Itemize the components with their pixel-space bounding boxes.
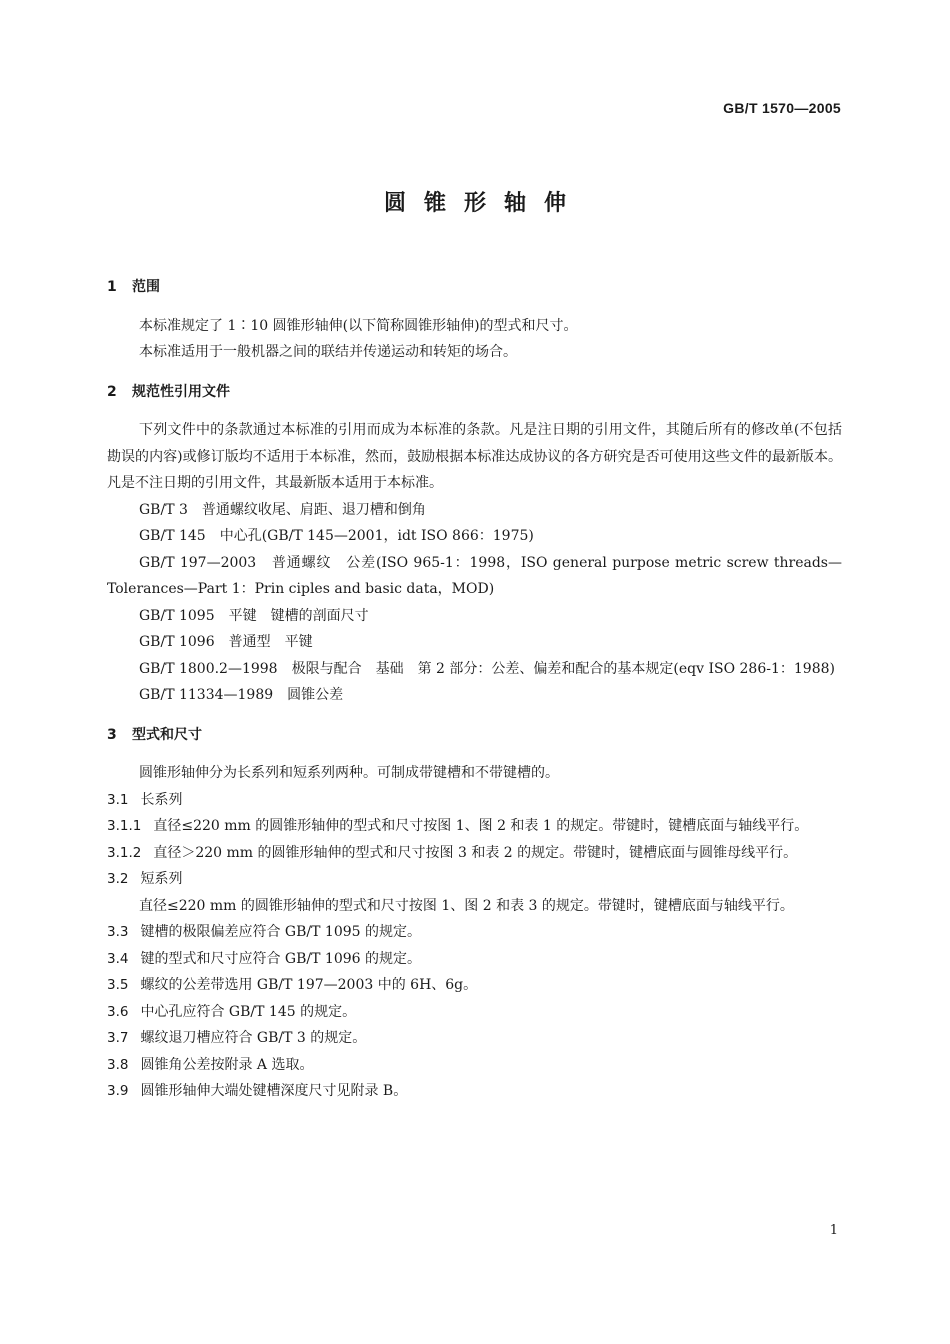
clause-text: 圆锥形轴伸大端处键槽深度尺寸见附录 B。 <box>140 1083 408 1099</box>
section-title: 型式和尺寸 <box>132 726 202 743</box>
reference-item: GB/T 145 中心孔(GB/T 145—2001，idt ISO 866：1975) <box>139 528 534 544</box>
clause-text: 直径＞220 mm 的圆锥形轴伸的型式和尺寸按图 3 和表 2 的规定。带键时，键槽底面与圆锥母线平行。 <box>153 844 798 861</box>
clause-text: 长系列 <box>140 791 183 808</box>
clause-number: 3.2 <box>107 871 129 887</box>
clause-number: 3.6 <box>107 1003 129 1020</box>
clause-number: 3.7 <box>107 1030 129 1046</box>
paragraph: 本标准规定了 1∶10 圆锥形轴伸(以下简称圆锥形轴伸)的型式和尺寸。 <box>139 317 578 334</box>
clause-3-1-2 <box>107 840 842 867</box>
clause-3-7 <box>107 1025 842 1052</box>
reference-item: GB/T 3 普通螺纹收尾、肩距、退刀槽和倒角 <box>139 501 426 518</box>
clause-3-9 <box>107 1078 842 1105</box>
clause-3-4 <box>107 946 842 973</box>
clause-3-1-1 <box>107 813 842 840</box>
clause-text: 螺纹的公差带选用 GB/T 197—2003 中的 6H、6g。 <box>140 977 478 993</box>
reference-item: GB/T 197—2003 普通螺纹 公差(ISO 965-1：1998，ISO general purpose metric screw threads—Tolerances—Part 1：Prin ciples and basic data，MOD) <box>107 554 842 597</box>
section-number: 2 <box>107 383 117 400</box>
clause-number: 3.1.1 <box>107 818 142 834</box>
paragraph: 直径≤220 mm 的圆锥形轴伸的型式和尺寸按图 1、图 2 和表 3 的规定。带键时，键槽底面与轴线平行。 <box>139 897 794 914</box>
clause-3-3 <box>107 919 842 946</box>
paragraph: 本标准适用于一般机器之间的联结并传递运动和转矩的场合。 <box>139 344 517 360</box>
clause-text: 直径≤220 mm 的圆锥形轴伸的型式和尺寸按图 1、图 2 和表 1 的规定。带键时，键槽底面与轴线平行。 <box>153 818 809 834</box>
section-number: 1 <box>107 279 117 295</box>
reference-item: GB/T 1095 平键 键槽的剖面尺寸 <box>139 607 369 624</box>
reference-item: GB/T 11334—1989 圆锥公差 <box>139 687 344 703</box>
clause-number: 3.8 <box>107 1056 129 1073</box>
clause-text: 短系列 <box>140 871 183 887</box>
clause-text: 键槽的极限偏差应符合 GB/T 1095 的规定。 <box>140 924 421 940</box>
section-3-heading <box>107 722 842 749</box>
clause-number: 3.1 <box>107 791 129 808</box>
clause-3-8 <box>107 1052 842 1079</box>
clause-number: 3.9 <box>107 1083 129 1099</box>
clause-text: 中心孔应符合 GB/T 145 的规定。 <box>140 1003 357 1020</box>
clause-3-6 <box>107 999 842 1026</box>
clause-number: 3.1.2 <box>107 844 142 861</box>
document-body <box>107 274 842 1105</box>
page-number: 1 <box>829 1223 838 1238</box>
reference-item: GB/T 1800.2—1998 极限与配合 基础 第 2 部分：公差、偏差和配合的基本规定(eqv ISO 286-1：1988) <box>139 660 835 677</box>
clause-3-5 <box>107 972 842 999</box>
clause-3-1 <box>107 787 842 814</box>
section-title: 范围 <box>132 279 160 295</box>
clause-number: 3.4 <box>107 950 129 967</box>
standard-code: GB/T 1570—2005 <box>723 100 841 116</box>
section-2-heading <box>107 379 842 406</box>
paragraph: 圆锥形轴伸分为长系列和短系列两种。可制成带键槽和不带键槽的。 <box>139 765 559 781</box>
clause-number: 3.3 <box>107 924 129 940</box>
section-title: 规范性引用文件 <box>132 383 230 400</box>
clause-text: 螺纹退刀槽应符合 GB/T 3 的规定。 <box>140 1030 367 1046</box>
clause-text: 键的型式和尺寸应符合 GB/T 1096 的规定。 <box>140 950 421 967</box>
document-title: 圆锥形轴伸 <box>383 191 584 216</box>
paragraph: 下列文件中的条款通过本标准的引用而成为本标准的条款。凡是注日期的引用文件，其随后所有的修改单(不包括勘误的内容)或修订版均不适用于本标准，然而，鼓励根据本标准达成协议的各方研究是否可使用这些文件的最新版本。凡是不注日期的引用文件，其最新版本适用于本标准。 <box>107 422 842 491</box>
section-number: 3 <box>107 726 117 743</box>
clause-text: 圆锥角公差按附录 A 选取。 <box>140 1056 314 1073</box>
section-1-heading <box>107 274 842 301</box>
clause-number: 3.5 <box>107 977 129 993</box>
reference-item: GB/T 1096 普通型 平键 <box>139 634 313 650</box>
clause-3-2 <box>107 866 842 893</box>
